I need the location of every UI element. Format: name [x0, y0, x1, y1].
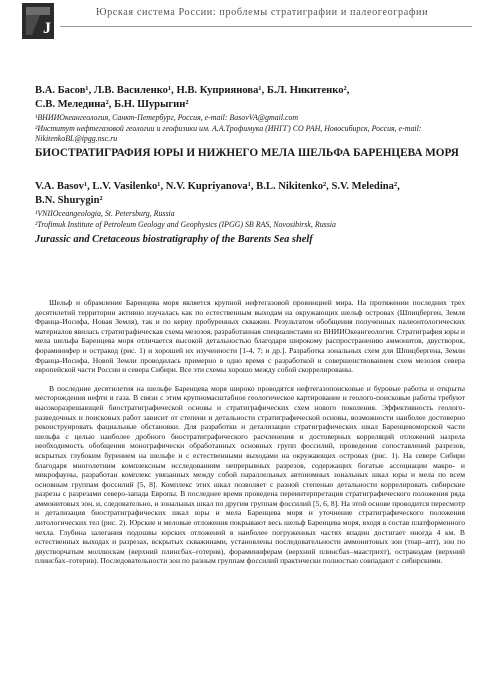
article-body [35, 298, 465, 566]
journal-logo-icon [22, 3, 54, 39]
title-ru: БИОСТРАТИГРАФИЯ ЮРЫ И НИЖНЕГО МЕЛА ШЕЛЬФА БАРЕНЦЕВА МОРЯ [35, 146, 459, 159]
body-paragraph-2: В последние десятилетия на шельфе Баренцева моря широко проводятся нефтегазопоисковые и буровые работы и открыты месторождения нефти и газа. В связи с этим крупномасштабное геологическое картирование и геолого-поисковые работы требуют высокоразрешающей биостратиграфической основы и стратиграфических схем нового поколения. Эффективность геолого-разведочных и поисковых работ зависит от степени и детальности стратиграфической основы, возможности наиболее достоверно реконструировать фациальные обстановки. Для разработки и детализации стратиграфических шкал Баренцевоморской части шельфа с целью наиболее дробного биостратиграфического расчленения и достоверных корреляций отложений назрела необходимость обобщения монографически обработанных основных групп фоссилий, проведения сопоставлений разрезов, вскрытых глубоким бурением на шельфе и с естественными выходами на окружающих островах (рис. 1). На севере Сибири благодаря многолетним комплексным исследованиям непрерывных разрезов, содержащих богатые ассоциации макро- и микрофауны, разработан комплекс увязанных между собой параллельных автономных зональных шкал юры и мела по всем основным группам фоссилий [5, 8]. Комплекс этих шкал позволяет с разной степенью детальности коррелировать сибирские разрезы с разрезами северо-запада Европы. В последнее время проведена переинтерпретация стратиграфического положения ряда аммонитовых зон, и, следовательно, и зональных шкал по другим группам фоссилий [5, 6, 8]. На этой основе проводится пересмотр и детализация биостратиграфических шкал юры и мела Баренцева моря и уточнение стратиграфического положения литологических тел (рис. 2). Юрские и меловые отложения покрывают весь шельф Баренцева моря, входя в состав платформенного чехла. Глубина залегания подошвы юрских отложений в наиболее погруженных частях впадин достигает иногда 4 км. В естественных выходах и разрезах, вскрытых скважинами, установлены последовательности аммонитовых зон (тоар–апт), зон по двустворчатым моллюскам (верхний плинсбах–готерив), фораминиферам (верхний плинсбах–маастрихт), остракодам (верхний плинсбах–готерив). Последовательности зон по разным группам фоссилий практически полностью совпадают с сибирскими. [35, 383, 465, 566]
affiliation-en-1: ¹VNIIOceangeologia, St. Petersburg, Russia [35, 209, 175, 219]
svg-text:J: J [43, 20, 51, 37]
authors-ru-line1: В.А. Басов¹, Л.В. Василенко¹, Н.В. Куприянова¹, Б.Л. Никитенко², [35, 85, 350, 96]
affiliation-en-2: ²Trofimuk Institute of Petroleum Geology and Geophysics (IPGG) SB RAS, Novosibirsk, Russia [35, 220, 336, 230]
header-rule [60, 26, 472, 27]
title-en: Jurassic and Cretaceous biostratigraphy of the Barents Sea shelf [35, 234, 313, 246]
body-paragraph-1: Шельф и обрамление Баренцева моря является крупной нефтегазовой провинцией мира. На протяжении последних трех десятилетий территории активно изучалась как по естественным выходам на окружающих шельф островах (Шпицберген, Земля Франца-Иосифа, Новая Земля), так и по керну пробуренных скважин. Результатом обобщения полученных палеонтологических материалов явилась стратиграфическая схема мезозоя, разработанная специалистами из ВНИИОкеангеология. Стратиграфия юры и мела шельфа Баренцева моря отличается высокой детальностью благодаря широкому распространению аммонитов, двустворок, фораминифер и остракод (рис. 1) и хорошей их изученности [1-4, 7; и др.]. Разработка зональных схем для Шпицбергена, Земли Франца-Иосифа, Новой Земли проводилась примерно в одно время с разработкой и совершенствованием схем мезозоя севера европейской части России и севера Сибири. Все эти схемы хорошо между собой скоррелированы. [35, 298, 465, 375]
front-matter [35, 84, 465, 246]
authors-ru-line2: С.В. Меледина², Б.Н. Шурыгин² [35, 99, 189, 110]
affiliation-ru-1: ¹ВНИИОкеангеология, Санкт-Петербург, Россия, e-mail: BasovVA@gmail.com [35, 113, 299, 122]
english-block [35, 180, 465, 246]
page-header [0, 0, 500, 40]
affiliation-ru-2: ²Институт нефтегазовой геологии и геофизики им. А.А.Трофимука (ИНГГ) СО РАН, Новосибирск, Россия, e-mail: NikitenkoBL@ipgg.nsc.ru [35, 124, 422, 144]
authors-en-line1: V.A. Basov¹, L.V. Vasilenko¹, N.V. Kupriyanova¹, B.L. Nikitenko², S.V. Meledina², [35, 181, 400, 193]
authors-en-line2: B.N. Shurygin² [35, 195, 103, 207]
running-head: Юрская система России: проблемы стратиграфии и палеогеографии [96, 7, 429, 18]
